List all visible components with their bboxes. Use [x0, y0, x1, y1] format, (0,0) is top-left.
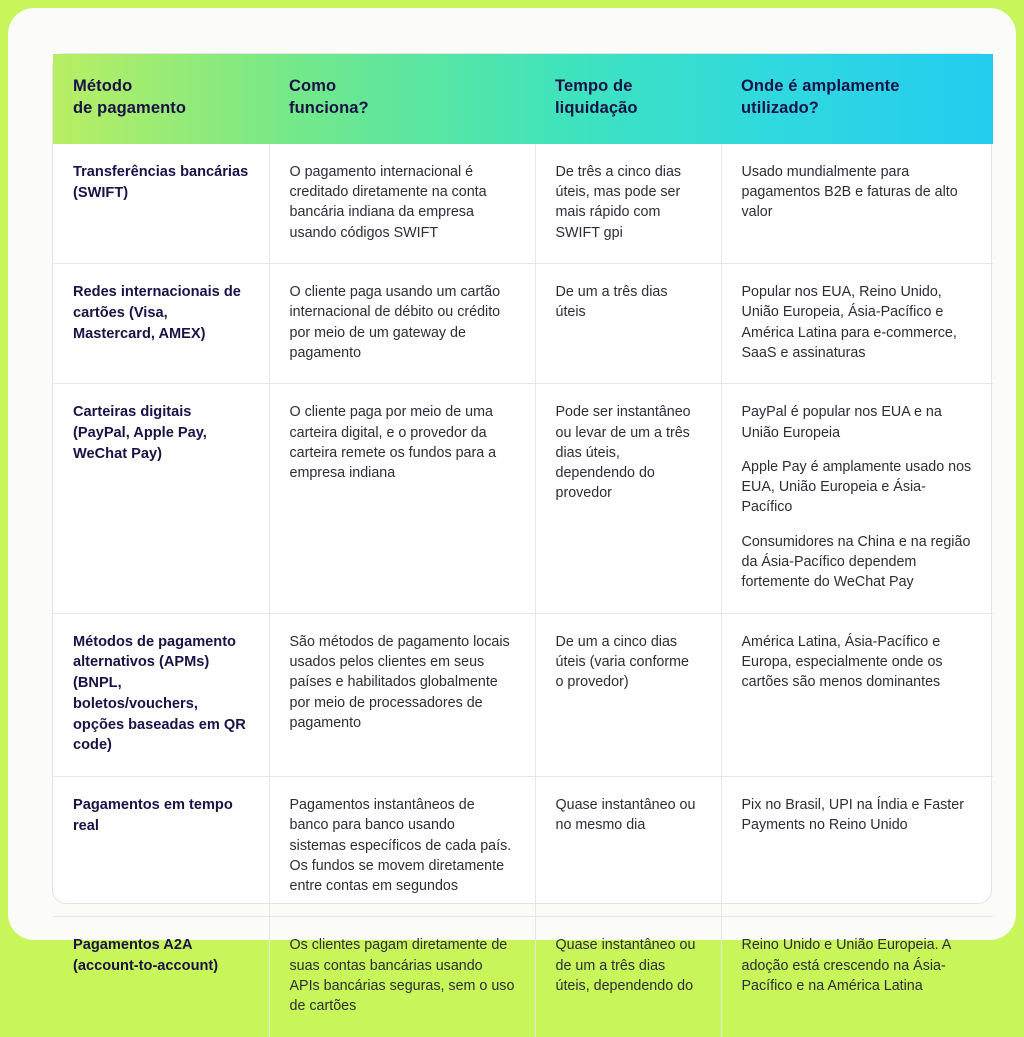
column-header-settlement-time-line1: Tempo de: [555, 77, 633, 95]
table-header-row: [53, 54, 993, 144]
table-row: [53, 613, 993, 776]
cell-where-used: [721, 776, 993, 916]
column-header-settlement-time: [535, 54, 721, 144]
cell-where-used-paragraph: Usado mundialmente para pagamentos B2B e faturas de alto valor: [741, 163, 958, 221]
cell-method: Pagamentos em tempo real: [53, 776, 269, 916]
cell-method: Transferências bancárias (SWIFT): [73, 163, 249, 201]
cell-settlement-time: De um a três dias úteis: [535, 264, 721, 384]
column-header-how-line1: Como: [289, 77, 337, 95]
cell-where-used-paragraph: Pix no Brasil, UPI na Índia e Faster Payments no Reino Unido: [741, 796, 964, 834]
cell-where-used: [721, 613, 993, 776]
cell-method: Carteiras digitais (PayPal, Apple Pay, WeChat Pay): [53, 384, 269, 613]
table-header: [53, 54, 993, 144]
cell-where-used-paragraph: Popular nos EUA, Reino Unido, União Europeia, Ásia-Pacífico e América Latina para e-commerce, SaaS e assinaturas: [741, 284, 957, 361]
table-row: [53, 144, 993, 264]
cell-where-used-paragraph: PayPal é popular nos EUA e na União Europeia: [741, 404, 942, 441]
cell-method: Redes internacionais de cartões (Visa, Mastercard, AMEX): [53, 264, 269, 384]
cell-settlement-time: De três a cinco dias úteis, mas pode ser mais rápido com SWIFT gpi: [535, 144, 721, 264]
page-frame: [8, 8, 1016, 1015]
cell-where-used: [721, 384, 993, 613]
column-header-where-used-line1: Onde é amplamente: [741, 77, 900, 95]
cell-settlement-time: Quase instantâneo ou de um a três dias úteis, dependendo do: [535, 917, 721, 1037]
cell-where-used: [721, 144, 993, 264]
table-row: [53, 264, 993, 384]
table-body: [53, 144, 993, 1037]
cell-method: Métodos de pagamento alternativos (APMs) (BNPL, boletos/vouchers, opções baseadas em QR code): [53, 613, 269, 776]
column-header-settlement-time-line2: liquidação: [555, 98, 638, 117]
cell-how: Os clientes pagam diretamente de suas contas bancárias usando APIs bancárias seguras, sem o uso de cartões: [269, 917, 535, 1037]
cell-how: São métodos de pagamento locais usados pelos clientes em seus países e habilitados globalmente por meio de processadores de pagamento: [269, 613, 535, 776]
cell-where-used: [721, 917, 993, 1037]
cell-how: O cliente paga usando um cartão internacional de débito ou crédito por meio de um gateway de pagamento: [269, 264, 535, 384]
cell-how: Pagamentos instantâneos de banco para banco usando sistemas específicos de cada país. Os fundos se movem diretamente entre contas em segundos: [269, 776, 535, 916]
payment-methods-table-container: [52, 53, 992, 1015]
cell-settlement-time: De um a cinco dias úteis (varia conforme o provedor): [535, 613, 721, 776]
table-row: [53, 776, 993, 916]
column-header-method: [53, 54, 269, 144]
column-header-where-used-line2: utilizado?: [741, 98, 819, 117]
cell-settlement-time: Quase instantâneo ou no mesmo dia: [535, 776, 721, 916]
cell-where-used-paragraph: Reino Unido e União Europeia. A adoção está crescendo na Ásia-Pacífico e na América Latina: [741, 937, 951, 995]
cell-where-used-paragraph: Apple Pay é amplamente usado nos EUA, União Europeia e Ásia-Pacífico: [741, 458, 972, 516]
payment-methods-table: [53, 54, 993, 1037]
cell-how: O pagamento internacional é creditado diretamente na conta bancária indiana da empresa usando códigos SWIFT: [269, 144, 535, 264]
cell-where-used-paragraph: América Latina, Ásia-Pacífico e Europa, especialmente onde os cartões são menos dominantes: [741, 633, 943, 691]
table-row: [53, 917, 993, 1037]
cell-how: O cliente paga por meio de uma carteira digital, e o provedor da carteira remete os fundos para a empresa indiana: [269, 384, 535, 613]
column-header-how-line2: funciona?: [289, 98, 369, 117]
column-header-where-used: [721, 54, 993, 144]
column-header-how: [269, 54, 535, 144]
cell-method: Pagamentos A2A (account-to-account): [53, 917, 269, 1037]
table-row: [53, 384, 993, 613]
cell-where-used: [721, 264, 993, 384]
cell-settlement-time: Pode ser instantâneo ou levar de um a três dias úteis, dependendo do provedor: [535, 384, 721, 613]
column-header-method-line1: Método: [73, 77, 133, 95]
cell-where-used-paragraph: Consumidores na China e na região da Ásia-Pacífico dependem fortemente do WeChat Pay: [741, 533, 971, 591]
column-header-method-line2: de pagamento: [73, 98, 187, 117]
